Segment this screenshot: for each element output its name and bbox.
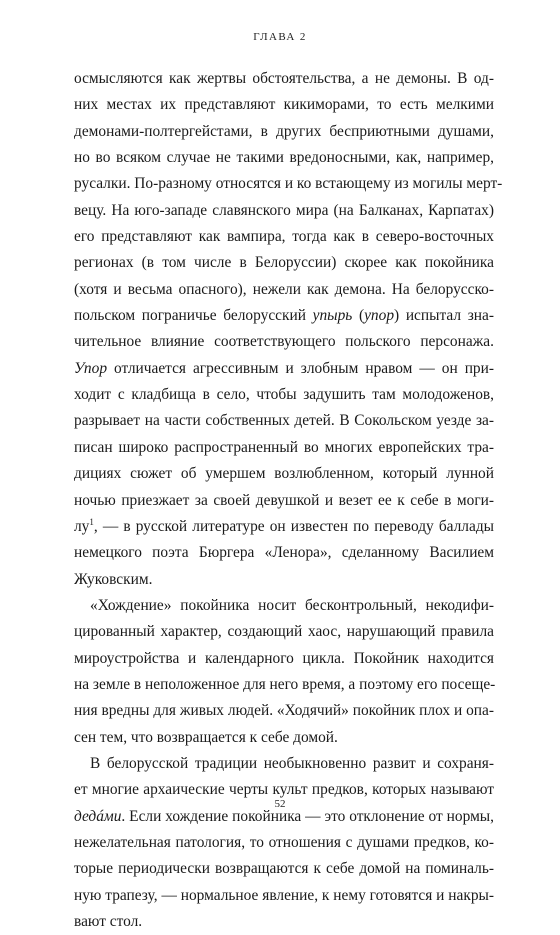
text-line	[74, 277, 494, 303]
text-run: (хотя и весьма опасного), нежели как демона. На белорусско-	[74, 280, 494, 298]
italic-term: Упор	[74, 359, 108, 377]
text-line	[74, 725, 494, 751]
text-run: Жуковским.	[74, 570, 153, 588]
text-run: на земле в неположенное для него время, а поэтому его посеще-	[74, 675, 496, 693]
italic-term: дедáми	[74, 807, 122, 825]
text-line	[74, 883, 494, 909]
text-line	[74, 408, 494, 434]
text-run: чительное влияние соответствующего польского персонажа.	[74, 333, 494, 351]
text-line	[74, 171, 503, 197]
text-line	[74, 698, 494, 724]
italic-term: упырь	[312, 307, 353, 325]
text-run: польском пограничье белорусский	[74, 307, 313, 325]
text-run: демонами-полтергейстами, в других бесприютными душами,	[74, 122, 494, 140]
text-run: вецу. На юго-западе славянского мира (на Балканах, Карпатах)	[74, 201, 494, 219]
text-line	[74, 856, 494, 882]
text-line	[74, 119, 494, 145]
text-run: ходит с кладбища в село, чтобы задушить там молодоженов,	[74, 386, 494, 404]
page-number: 52	[274, 798, 286, 810]
text-run: ет многие архаические черты культ предков, которых называют	[74, 781, 494, 799]
text-line	[74, 382, 494, 408]
text-run: русалки. По-разному относятся и ко встающему из могилы мерт-	[74, 175, 503, 193]
footnote-ref: 1	[89, 516, 94, 527]
text-run: дициях сюжет об умершем возлюбленном, который лунной	[74, 465, 494, 483]
text-run: мироустройства и календарного цикла. Покойник находится	[74, 649, 494, 667]
text-run: (	[352, 307, 365, 325]
text-line	[74, 488, 494, 514]
text-line	[74, 250, 494, 276]
text-run: разрывает на части собственных детей. В Сокольском уезде за-	[74, 412, 494, 430]
text-run: немецкого поэта Бюргера «Ленора», сделанному Василием	[74, 544, 494, 562]
text-line	[74, 145, 494, 171]
text-run: ния вредны для живых людей. «Ходячий» покойник плох и опа-	[74, 702, 494, 720]
text-line	[74, 224, 494, 250]
text-run: , — в русской литературе он известен по переводу баллады	[93, 517, 494, 535]
text-run: его представляют как вампира, тогда как в северо-восточных	[74, 228, 494, 246]
text-run: В белорусской традиции необыкновенно развит и сохраня-	[90, 754, 494, 772]
text-run: вают стол.	[74, 913, 143, 930]
text-line	[74, 540, 494, 566]
text-line	[74, 646, 494, 672]
text-line	[74, 909, 494, 935]
text-line	[74, 619, 494, 645]
text-run: лу	[74, 517, 90, 535]
text-line	[74, 567, 494, 593]
text-run: нежелательная патология, то отношения с душами предков, ко-	[74, 833, 494, 851]
text-run: регионах (в том числе в Белоруссии) скорее как покойника	[74, 254, 494, 272]
text-line	[74, 92, 494, 118]
text-line	[74, 356, 494, 382]
italic-term: упор	[364, 307, 395, 325]
text-line	[74, 751, 494, 777]
text-run: «Хождение» покойника носит бесконтрольный, некодифи-	[90, 596, 494, 614]
text-line	[74, 461, 494, 487]
text-run: писан широко распространенный во многих европейских тра-	[74, 438, 494, 456]
text-run: но во всяком случае не такими вредоносными, как, например,	[74, 149, 494, 167]
text-run: цированный характер, создающий хаос, нарушающий правила	[74, 623, 494, 641]
text-line	[74, 435, 494, 461]
text-line	[74, 830, 494, 856]
text-run: торые периодически возвращаются к себе домой на поминаль-	[74, 860, 494, 878]
text-run: ночью приезжает за своей девушкой и везет ее к себе в моги-	[74, 491, 494, 509]
text-run: ) испытал зна-	[394, 307, 494, 325]
text-line	[74, 303, 494, 329]
text-line	[74, 198, 494, 224]
text-line	[74, 329, 494, 355]
text-line	[74, 514, 494, 540]
text-run: . Если хождение покойника — это отклонение от нормы,	[121, 807, 494, 825]
text-line	[74, 672, 494, 698]
text-run: них местах их представляют кикиморами, то есть мелкими	[74, 96, 494, 114]
running-head: ГЛАВА 2	[253, 31, 307, 43]
text-run: сен тем, что возвращается к себе домой.	[74, 728, 338, 746]
text-run: осмысляются как жертвы обстоятельства, а не демоны. В од-	[74, 70, 494, 87]
text-run: отличается агрессивным и злобным нравом — он при-	[107, 359, 494, 377]
text-line	[74, 593, 494, 619]
text-run: ную трапезу, — нормальное явление, к нему готовятся и накры-	[74, 886, 494, 904]
text-line	[74, 66, 494, 92]
